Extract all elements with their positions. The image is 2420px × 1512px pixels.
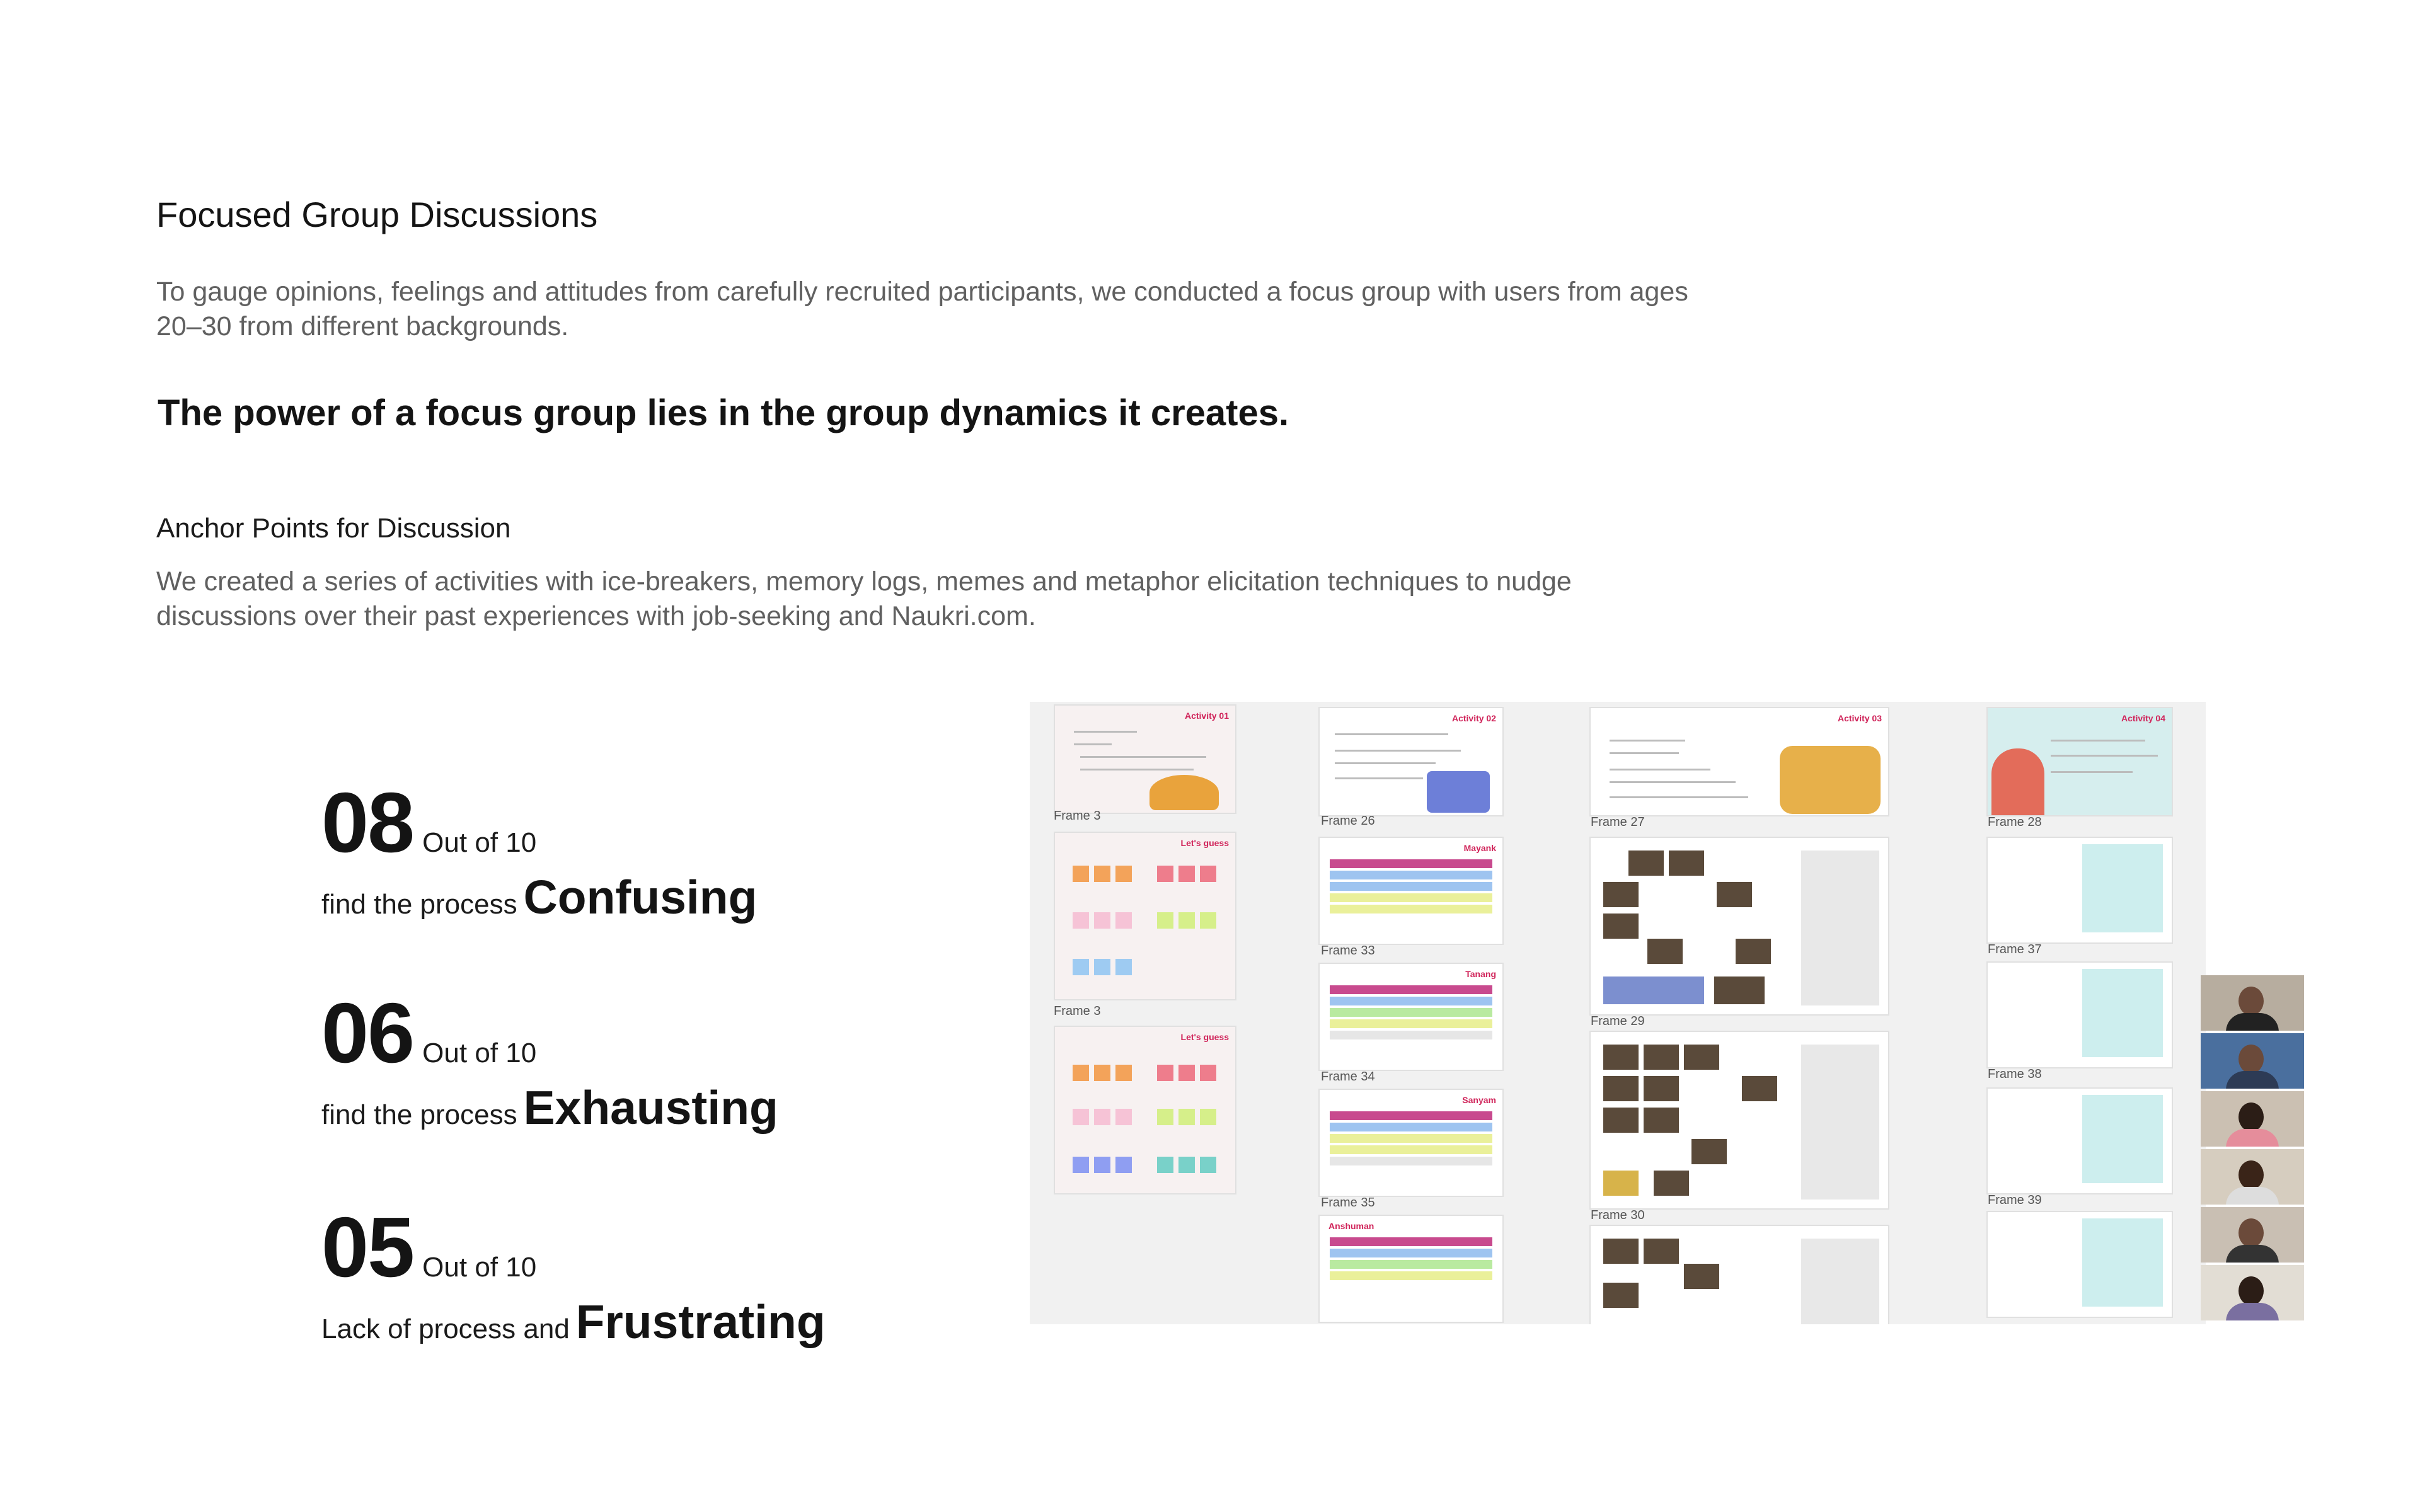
activity-04-frame[interactable] — [1986, 707, 2173, 816]
frame-label: Frame 34 — [1321, 1070, 1375, 1084]
participant-video — [2201, 1033, 2304, 1089]
activity-title: Activity 01 — [1184, 711, 1229, 721]
activity-title: Activity 04 — [2121, 713, 2165, 723]
participant-video — [2201, 1091, 2304, 1147]
stat-word: Exhausting — [523, 1081, 778, 1134]
table-frame-mayank[interactable] — [1318, 837, 1504, 945]
participant-name: Sanyam — [1462, 1095, 1496, 1105]
meme-frame-31[interactable] — [1589, 1225, 1889, 1324]
participant-video — [2201, 1207, 2304, 1263]
intro-text: To gauge opinions, feelings and attitudes from carefully recruited participants, we conducted a focus group with users from ages 20–30 from different backgrounds. — [156, 277, 1688, 341]
participant-name: Tanang — [1465, 969, 1496, 979]
frame-label: Frame 37 — [1988, 942, 2042, 956]
table-frame-anshuman[interactable] — [1318, 1215, 1504, 1323]
participant-video — [2201, 975, 2304, 1031]
stat-number: 06 — [321, 985, 414, 1080]
activity-01-frame[interactable] — [1054, 704, 1236, 814]
stat-exhausting — [321, 985, 778, 1135]
quote-text: The power of a focus group lies in the group dynamics it creates. — [158, 392, 1289, 433]
metaphor-frame-40[interactable] — [1986, 1211, 2173, 1318]
stat-frustrating — [321, 1200, 826, 1349]
frame-label: Frame 28 — [1988, 815, 2042, 829]
anchor-text: We created a series of activities with ice-breakers, memory logs, memes and metaphor elicitation techniques to nudge discussions over their past experiences with job-seeking and Naukri.com. — [156, 566, 1572, 631]
activity-title: Activity 02 — [1451, 713, 1496, 723]
metaphor-frame-39[interactable] — [1986, 1087, 2173, 1194]
guess-frame-1[interactable] — [1054, 832, 1236, 1000]
frame-label: Frame 27 — [1591, 815, 1645, 829]
activity-03-frame[interactable] — [1589, 707, 1889, 816]
illustration — [1780, 746, 1881, 814]
metaphor-frame-38[interactable] — [1986, 961, 2173, 1068]
frame-label: Frame 35 — [1321, 1196, 1375, 1210]
participant-name: Anshuman — [1328, 1221, 1374, 1231]
frame-label: Frame 3 — [1054, 1004, 1101, 1018]
meme-frame-29[interactable] — [1589, 837, 1889, 1016]
stat-outof: Out of 10 — [422, 827, 537, 858]
illustration — [1991, 748, 2044, 815]
activity-02-frame[interactable] — [1318, 707, 1504, 816]
stat-number: 08 — [321, 775, 414, 870]
participant-name: Mayank — [1463, 843, 1496, 853]
metaphor-frame-37[interactable] — [1986, 837, 2173, 944]
guess-frame-2[interactable] — [1054, 1026, 1236, 1194]
stat-prefix: Lack of process and — [321, 1314, 570, 1344]
table-frame-tanang[interactable] — [1318, 963, 1504, 1071]
frame-label: Frame 3 — [1054, 809, 1101, 823]
illustration — [1150, 775, 1219, 810]
participant-video — [2201, 1149, 2304, 1205]
activity-board[interactable] — [1030, 702, 2206, 1324]
frame-label: Frame 26 — [1321, 814, 1375, 828]
stat-outof: Out of 10 — [422, 1252, 537, 1283]
frame-label: Frame 39 — [1988, 1193, 2042, 1207]
illustration — [1427, 771, 1490, 813]
frame-label: Frame 29 — [1591, 1014, 1645, 1028]
stat-word: Frustrating — [575, 1295, 826, 1348]
stat-prefix: find the process — [321, 1099, 517, 1130]
meme-frame-30[interactable] — [1589, 1031, 1889, 1210]
guess-title: Let's guess — [1180, 838, 1229, 848]
activity-title: Activity 03 — [1837, 713, 1882, 723]
participant-video — [2201, 1265, 2304, 1320]
frame-label: Frame 38 — [1988, 1067, 2042, 1081]
stat-number: 05 — [321, 1200, 414, 1295]
stat-word: Confusing — [523, 871, 758, 924]
frame-label: Frame 33 — [1321, 944, 1375, 958]
stat-prefix: find the process — [321, 889, 517, 920]
anchor-title: Anchor Points for Discussion — [156, 513, 511, 544]
frame-label: Frame 30 — [1591, 1208, 1645, 1222]
guess-title: Let's guess — [1180, 1032, 1229, 1042]
stat-outof: Out of 10 — [422, 1038, 537, 1068]
page-title: Focused Group Discussions — [156, 195, 598, 234]
stat-confusing — [321, 775, 758, 924]
table-frame-sanyam[interactable] — [1318, 1089, 1504, 1197]
